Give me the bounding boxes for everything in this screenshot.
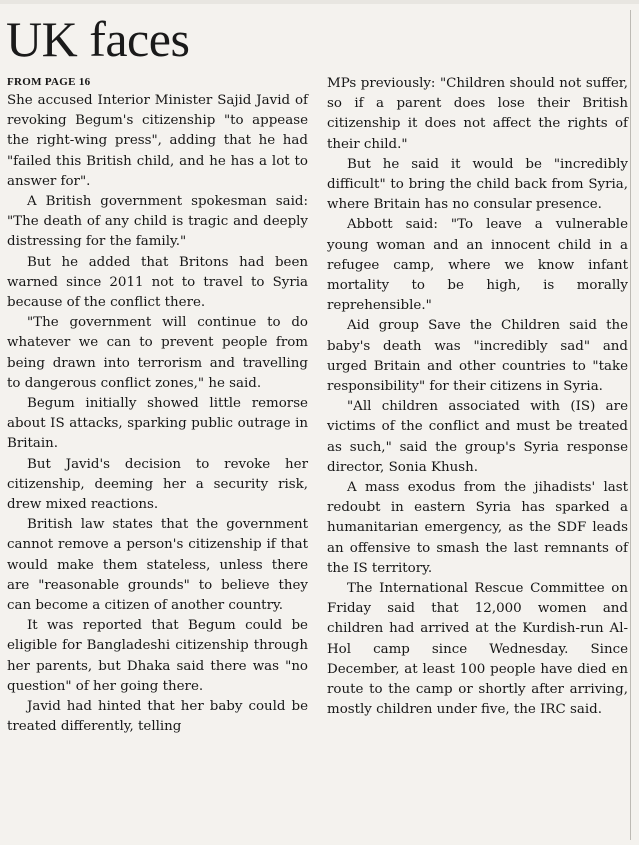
paragraph: But he said it would be "incredibly difficult" to bring the child back from Syria, where Britain has no consular presence. [327, 156, 628, 213]
paragraph: But Javid's decision to revoke her citizenship, deeming her a security risk, drew mixed reactions. [7, 456, 308, 513]
paragraph: Abbott said: "To leave a vulnerable young woman and an innocent child in a refugee camp, where we know infant mortality to be high, is morally reprehensible." [327, 217, 628, 314]
paragraph: A mass exodus from the jihadists' last redoubt in eastern Syria has sparked a humanitarian emergency, as the SDF leads an offensive to smash the last remnants of the IS territory. [327, 480, 628, 576]
column-divider [630, 10, 631, 840]
continued-from-label: FROM PAGE 16 [7, 76, 91, 88]
paragraph: "All children associated with (IS) are victims of the conflict and must be treated as such," said the group's Syria response director, Sonia Khush. [327, 399, 628, 475]
paragraph: Aid group Save the Children said the baby's death was "incredibly sad" and urged Britain and other countries to "take responsibility" for their citizens in Syria. [327, 318, 628, 395]
paragraph: A British government spokesman said: "The death of any child is tragic and deeply distressing for the family." [7, 194, 308, 250]
paragraph: Javid had hinted that her baby could be treated differently, telling [7, 699, 308, 735]
paragraph: "The government will continue to do whatever we can to prevent people from being drawn into terrorism and travelling to dangerous conflict zones," he said. [7, 315, 308, 391]
article-column-right [327, 74, 628, 721]
headline: UK faces [6, 11, 190, 67]
page-top-edge [0, 0, 639, 4]
article-column-left [7, 74, 308, 738]
paragraph: British law states that the government cannot remove a person's citizenship if that would make them stateless, unless there are "reasonable grounds" to believe they can become a citizen of another country. [7, 517, 308, 614]
paragraph: It was reported that Begum could be eligible for Bangladeshi citizenship through her parents, but Dhaka said there was "no question" of her going there. [7, 618, 308, 694]
paragraph: The International Rescue Committee on Friday said that 12,000 women and children had arrived at the Kurdish-run Al-Hol camp since Wednesday. Since December, at least 100 people have died en route to the camp or shortly after arriving, mostly children under five, the IRC said. [327, 581, 628, 718]
paragraph: Begum initially showed little remorse about IS attacks, sparking public outrage in Britain. [7, 396, 308, 452]
paragraph: She accused Interior Minister Sajid Javid of revoking Begum's citizenship "to appease the right-wing press", adding that he had "failed this British child, and he has a lot to answer for". [7, 93, 308, 189]
paragraph: But he added that Britons had been warned since 2011 not to travel to Syria because of the conflict there. [7, 254, 308, 311]
paragraph: MPs previously: "Children should not suffer, so if a parent does lose their British citizenship it does not affect the rights of their child." [327, 76, 628, 152]
